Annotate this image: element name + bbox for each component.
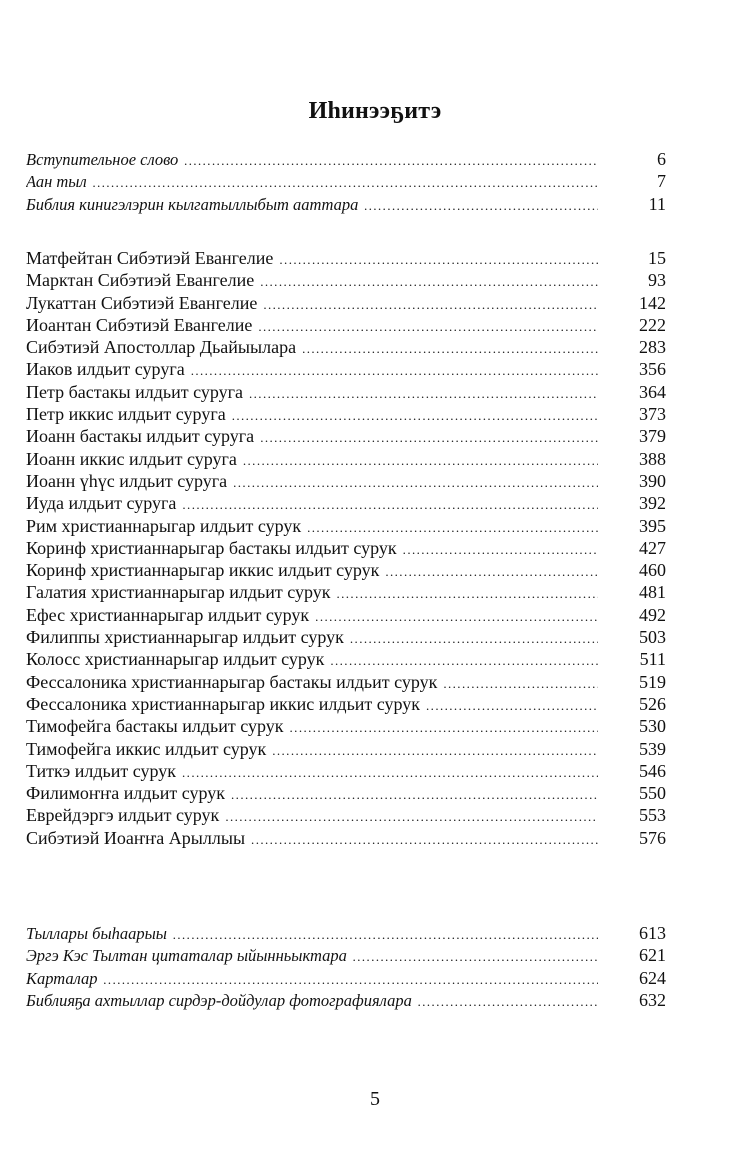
- dot-leader: [307, 517, 598, 539]
- toc-entry-title-wrap: [26, 171, 602, 194]
- toc-entry-page: 93: [648, 270, 666, 291]
- toc-entry-title: Карталар: [26, 968, 98, 988]
- toc-entry-title-wrap: [26, 381, 602, 405]
- toc-entry-title-wrap: [26, 604, 602, 628]
- toc-entry-page: 546: [639, 760, 666, 781]
- toc-entry-title: Сибэтиэй Иоаҥҥа Арыллыы: [26, 827, 246, 848]
- toc-entry-title-wrap: [26, 247, 602, 271]
- toc-book-entry[interactable]: [26, 314, 666, 336]
- toc-entry-page: 553: [639, 805, 666, 826]
- toc-entry-title-wrap: [26, 760, 602, 784]
- toc-appendix-section: [26, 922, 666, 1011]
- dot-leader: [173, 924, 598, 946]
- toc-book-entry[interactable]: [26, 515, 666, 537]
- toc-book-entry[interactable]: [26, 358, 666, 380]
- toc-entry-title-wrap: [26, 693, 602, 717]
- toc-entry-title-wrap: [26, 403, 602, 427]
- toc-entry-title-wrap: [26, 515, 602, 539]
- toc-book-entry[interactable]: [26, 581, 666, 603]
- toc-entry-title: Библияҕа ахтыллар сирдэр-дойдулар фотографиялара: [26, 990, 412, 1010]
- dot-leader: [353, 946, 598, 968]
- toc-entry-title: Коринф христианнарыгар иккис илдьит сурук: [26, 560, 380, 581]
- toc-book-entry[interactable]: [26, 425, 666, 447]
- dot-leader: [403, 539, 598, 561]
- page-title: Иһинээҕитэ: [308, 98, 442, 124]
- dot-leader: [364, 195, 598, 217]
- toc-entry-title-wrap: [26, 194, 602, 217]
- dot-leader: [251, 829, 598, 851]
- toc-entry-title-wrap: [26, 269, 602, 293]
- toc-appendix-entry[interactable]: [26, 967, 666, 989]
- dot-leader: [233, 472, 598, 494]
- toc-book-entry[interactable]: [26, 671, 666, 693]
- dot-leader: [182, 762, 598, 784]
- toc-entry-title: Иоантан Сибэтиэй Евангелие: [26, 314, 253, 335]
- toc-entry-title: Иоанн иккис илдьит суруга: [26, 448, 237, 469]
- toc-entry-title: Тимофейга бастакы илдьит сурук: [26, 716, 284, 737]
- toc-books-section: [26, 247, 666, 849]
- dot-leader: [93, 172, 598, 194]
- dot-leader: [231, 784, 598, 806]
- toc-entry-page: 390: [639, 470, 666, 491]
- toc-entry-title: Галатия христианнарыгар илдьит сурук: [26, 582, 331, 603]
- toc-entry-title-wrap: [26, 559, 602, 583]
- toc-entry-title-wrap: [26, 945, 602, 968]
- toc-entry-page: 142: [639, 292, 666, 313]
- toc-entry-page: 283: [639, 337, 666, 358]
- dot-leader: [232, 405, 598, 427]
- dot-leader: [191, 360, 598, 382]
- toc-entry-page: 492: [639, 604, 666, 625]
- toc-entry-title: Иоанн үһүс илдьит суруга: [26, 470, 228, 491]
- toc-entry-title-wrap: [26, 827, 602, 851]
- toc-entry-title: Сибэтиэй Апостоллар Дьайыылара: [26, 337, 297, 358]
- dot-leader: [249, 383, 598, 405]
- dot-leader: [258, 316, 598, 338]
- toc-entry-title: Эргэ Кэс Тылтан цитаталар ыйынньыктара: [26, 946, 347, 966]
- toc-entry-title-wrap: [26, 804, 602, 828]
- toc-entry-title: Иоанн бастакы илдьит суруга: [26, 426, 255, 447]
- dot-leader: [182, 494, 598, 516]
- toc-book-entry[interactable]: [26, 827, 666, 849]
- toc-entry-title-wrap: [26, 149, 602, 172]
- toc-entry-page: 356: [639, 359, 666, 380]
- toc-entry-title-wrap: [26, 715, 602, 739]
- dot-leader: [260, 427, 598, 449]
- dot-leader: [243, 450, 598, 472]
- toc-book-entry[interactable]: [26, 537, 666, 559]
- toc-entry-title-wrap: [26, 626, 602, 650]
- toc-entry-page: 621: [639, 945, 666, 966]
- toc-book-entry[interactable]: [26, 559, 666, 581]
- toc-entry-page: 395: [639, 515, 666, 536]
- toc-entry-page: 222: [639, 314, 666, 335]
- toc-entry-page: 519: [639, 671, 666, 692]
- toc-book-entry[interactable]: [26, 381, 666, 403]
- toc-entry-page: 392: [639, 493, 666, 514]
- toc-entry-title: Библия кинигэлэрин кылгатыллыбыт ааттара: [26, 194, 359, 214]
- toc-intro-entry[interactable]: [26, 148, 666, 170]
- dot-leader: [290, 717, 598, 739]
- toc-book-entry[interactable]: [26, 804, 666, 826]
- toc-book-entry[interactable]: [26, 269, 666, 291]
- toc-entry-title: Еврейдэргэ илдьит сурук: [26, 805, 220, 826]
- toc-entry-title: Вступительное слово: [26, 150, 179, 169]
- toc-entry-page: 613: [639, 923, 666, 943]
- toc-entry-title-wrap: [26, 358, 602, 382]
- toc-entry-title-wrap: [26, 968, 602, 991]
- toc-entry-page: 632: [639, 989, 666, 1010]
- toc-appendix-entry[interactable]: [26, 989, 666, 1011]
- dot-leader: [315, 606, 598, 628]
- toc-book-entry[interactable]: [26, 492, 666, 514]
- toc-book-entry[interactable]: [26, 448, 666, 470]
- toc-entry-title: Тыллары быһаарыы: [26, 924, 167, 943]
- toc-entry-page: 503: [639, 627, 666, 648]
- dot-leader: [263, 294, 598, 316]
- toc-entry-page: 576: [639, 827, 666, 848]
- dot-leader: [426, 695, 598, 717]
- toc-entry-title: Филимоҥҥа илдьит сурук: [26, 783, 226, 804]
- toc-entry-page: 373: [639, 404, 666, 425]
- dot-leader: [279, 249, 598, 271]
- toc-book-entry[interactable]: [26, 760, 666, 782]
- toc-appendix-entry[interactable]: [26, 922, 666, 944]
- dot-leader: [184, 150, 598, 172]
- toc-entry-title: Аан тыл: [26, 172, 87, 192]
- toc-entry-title: Ефес христианнарыгар илдьит сурук: [26, 604, 310, 625]
- toc-entry-title: Лукаттан Сибэтиэй Евангелие: [26, 292, 258, 313]
- toc-entry-title: Тимофейга иккис илдьит сурук: [26, 738, 267, 759]
- toc-entry-page: 379: [639, 426, 666, 447]
- dot-leader: [225, 806, 598, 828]
- dot-leader: [443, 673, 598, 695]
- dot-leader: [418, 991, 598, 1013]
- toc-entry-title: Колосс христианнарыгар илдьит сурук: [26, 649, 325, 670]
- toc-book-entry[interactable]: [26, 648, 666, 670]
- dot-leader: [260, 271, 598, 293]
- dot-leader: [302, 338, 598, 360]
- toc-entry-page: 550: [639, 783, 666, 804]
- toc-book-entry[interactable]: [26, 626, 666, 648]
- toc-intro-section: [26, 148, 666, 218]
- toc-entry-page: 388: [639, 448, 666, 469]
- toc-book-entry[interactable]: [26, 336, 666, 358]
- dot-leader: [336, 583, 598, 605]
- dot-leader: [350, 628, 598, 650]
- toc-entry-page: 15: [648, 248, 666, 268]
- toc-entry-title-wrap: [26, 581, 602, 605]
- toc-entry-title: Титкэ илдьит сурук: [26, 760, 177, 781]
- toc-entry-page: 481: [639, 582, 666, 603]
- toc-book-entry[interactable]: [26, 715, 666, 737]
- toc-entry-page: 530: [639, 716, 666, 737]
- toc-entry-page: 511: [639, 649, 666, 670]
- toc-book-entry[interactable]: [26, 292, 666, 314]
- toc-entry-title: Фессалоника христианнарыгар бастакы илдьит сурук: [26, 671, 438, 692]
- toc-entry-title: Рим христианнарыгар илдьит сурук: [26, 515, 302, 536]
- dot-leader: [104, 969, 598, 991]
- toc-entry-title-wrap: [26, 336, 602, 360]
- toc-entry-title: Матфейтан Сибэтиэй Евангелие: [26, 248, 274, 268]
- dot-leader: [272, 740, 598, 762]
- toc-entry-title: Филиппы христианнарыгар илдьит сурук: [26, 627, 344, 648]
- toc-book-entry[interactable]: [26, 738, 666, 760]
- toc-entry-title: Марктан Сибэтиэй Евангелие: [26, 270, 255, 291]
- toc-entry-page: 364: [639, 381, 666, 402]
- toc-entry-title-wrap: [26, 648, 602, 672]
- toc-entry-title: Иуда илдьит суруга: [26, 493, 177, 514]
- toc-book-entry[interactable]: [26, 693, 666, 715]
- toc-entry-title-wrap: [26, 492, 602, 516]
- toc-entry-title-wrap: [26, 425, 602, 449]
- toc-entry-page: 460: [639, 560, 666, 581]
- toc-entry-title-wrap: [26, 537, 602, 561]
- toc-book-entry[interactable]: [26, 782, 666, 804]
- toc-entry-title-wrap: [26, 990, 602, 1013]
- toc-entry-title-wrap: [26, 448, 602, 472]
- toc-entry-title-wrap: [26, 738, 602, 762]
- toc-entry-title-wrap: [26, 923, 602, 946]
- toc-book-entry[interactable]: [26, 470, 666, 492]
- toc-entry-title-wrap: [26, 782, 602, 806]
- toc-entry-page: 7: [657, 171, 666, 192]
- toc-entry-page: 624: [639, 967, 666, 988]
- page-number: 5: [370, 1088, 380, 1110]
- toc-entry-page: 539: [639, 738, 666, 759]
- toc-entry-title: Петр иккис илдьит суруга: [26, 404, 226, 425]
- toc-entry-page: 6: [657, 149, 666, 169]
- dot-leader: [385, 561, 598, 583]
- toc-entry-title-wrap: [26, 671, 602, 695]
- toc-entry-page: 526: [639, 693, 666, 714]
- toc-entry-title: Петр бастакы илдьит суруга: [26, 381, 243, 402]
- toc-book-entry[interactable]: [26, 604, 666, 626]
- toc-entry-title: Коринф христианнарыгар бастакы илдьит сурук: [26, 537, 397, 558]
- toc-entry-title-wrap: [26, 292, 602, 316]
- toc-entry-title-wrap: [26, 470, 602, 494]
- toc-intro-entry[interactable]: [26, 170, 666, 192]
- toc-book-entry[interactable]: [26, 247, 666, 269]
- toc-entry-title-wrap: [26, 314, 602, 338]
- toc-book-entry[interactable]: [26, 403, 666, 425]
- toc-entry-page: 11: [648, 193, 666, 214]
- toc-appendix-entry[interactable]: [26, 944, 666, 966]
- toc-entry-page: 427: [639, 537, 666, 558]
- toc-entry-title: Иаков илдьит суруга: [26, 359, 185, 380]
- dot-leader: [330, 650, 598, 672]
- toc-entry-title: Фессалоника христианнарыгар иккис илдьит сурук: [26, 693, 421, 714]
- toc-intro-entry[interactable]: [26, 193, 666, 215]
